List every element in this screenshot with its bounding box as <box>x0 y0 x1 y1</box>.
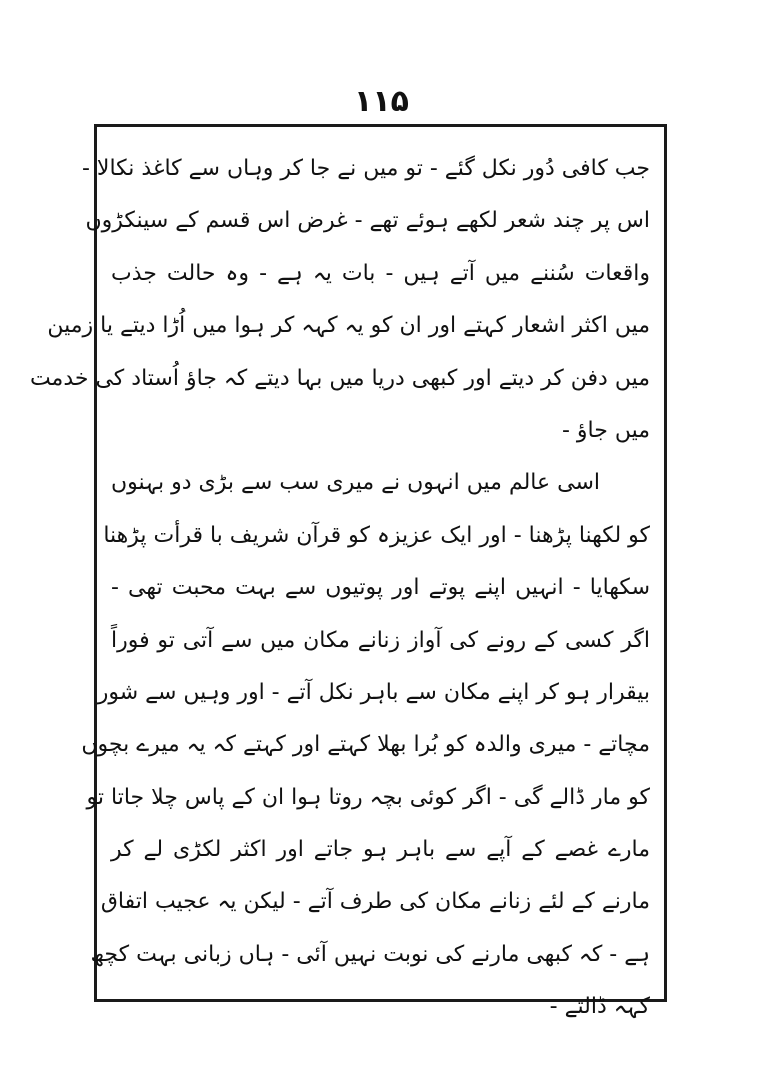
text-line: بیقرار ہو کر اپنے مکان سے باہر نکل آتے - اور وہیں سے شور <box>97 679 650 705</box>
text-line: مارنے کے لئے زنانے مکان کی طرف آتے - لیکن یہ عجیب اتفاق <box>100 889 650 915</box>
text-line: کو مار ڈالے گی - اگر کوئی بچہ روتا ہوا ان کے پاس چلا جاتا تو <box>86 784 650 810</box>
text-line: میں جاؤ - <box>561 417 650 443</box>
page-number: ۱۱۵ <box>354 84 409 119</box>
text-frame <box>29 124 667 1020</box>
text-line: کہہ ڈالتے - <box>549 994 650 1020</box>
text-line: جب کافی دُور نکل گئے - تو میں نے جا کر وہاں سے کاغذ نکالا - <box>81 156 650 181</box>
text-line: میں اکثر اشعار کہتے اور ان کو یہ کہہ کر ہوا میں اُڑا دیتے یا زمین <box>47 313 650 339</box>
text-line: میں دفن کر دیتے اور کبھی دریا میں بہا دیتے کہ جاؤ اُستاد کی خدمت <box>29 365 650 391</box>
text-line: ہے - کہ کبھی مارنے کی نوبت نہیں آئی - ہاں زبانی بہت کچھ <box>90 941 650 967</box>
paragraph <box>81 457 650 1033</box>
paragraph <box>29 143 650 457</box>
text-body <box>29 143 650 1034</box>
text-line: واقعات سُننے میں آتے ہیں - بات یہ ہے - وہ حالت جذب <box>111 260 650 286</box>
text-line: کو لکھنا پڑھنا - اور ایک عزیزہ کو قرآن شریف با قرأت پڑھنا <box>103 522 650 548</box>
text-line: اس پر چند شعر لکھے ہوئے تھے - غرض اس قسم کے سینکڑوں <box>85 208 650 234</box>
text-line: مچاتے - میری والدہ کو بُرا بھلا کہتے اور کہتے کہ یہ میرے بچوں <box>81 732 650 758</box>
text-line: اسی عالم میں انہوں نے میری سب سے بڑی دو بہنوں <box>110 470 600 496</box>
text-line: مارے غصے کے آپے سے باہر ہو جاتے اور اکثر لکڑی لے کر <box>111 837 650 863</box>
text-line: اگر کسی کے رونے کی آواز زنانے مکان میں سے آتی تو فوراً <box>111 627 650 653</box>
text-line: سکھایا - انہیں اپنے پوتے اور پوتیوں سے بہت محبت تھی - <box>111 575 650 601</box>
